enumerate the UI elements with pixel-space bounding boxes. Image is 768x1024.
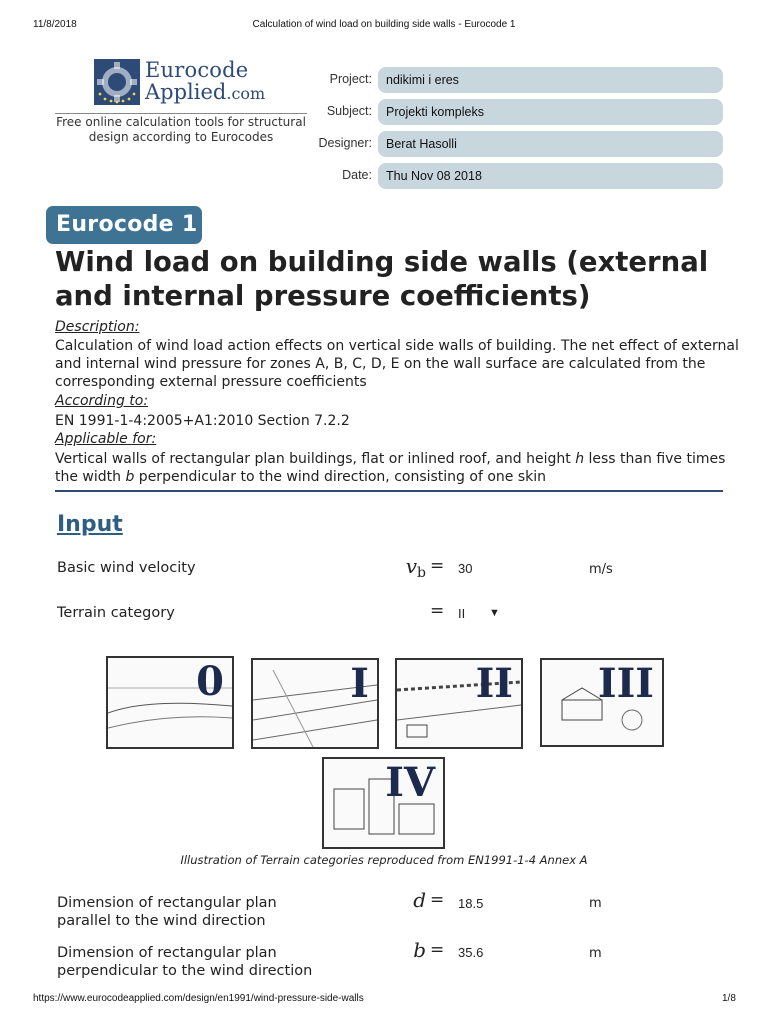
page-number: 1/8 — [722, 993, 736, 1004]
subject-label: Subject: — [326, 104, 372, 118]
description-text: Calculation of wind load action effects on vertical side walls of building. The net effect of external and internal wind pressure for zones A, B, C, D, E on the wall surface are calculated from the corresponding external pressure coefficients — [55, 338, 739, 390]
terrain-caption: Illustration of Terrain categories reproduced from EN1991-1-4 Annex A — [180, 853, 588, 867]
tagline: Free online calculation tools for structural design according to Eurocodes — [56, 115, 306, 144]
print-title: Calculation of wind load on building side walls - Eurocode 1 — [252, 19, 516, 30]
designer-field[interactable]: Berat Hasolli — [378, 131, 723, 157]
basic-wind-velocity-label: Basic wind velocity — [57, 560, 196, 576]
b-symbol: b — [413, 938, 426, 962]
terrain-image-4: IV — [322, 757, 445, 849]
terrain-image-2: II — [395, 658, 523, 749]
input-heading: Input — [57, 512, 123, 537]
basic-wind-velocity-input[interactable]: 30 — [458, 561, 473, 576]
b-equals: = — [430, 940, 445, 960]
d-equals: = — [430, 890, 445, 910]
terrain-equals: = — [430, 601, 445, 621]
terrain-category-label: Terrain category — [57, 605, 175, 621]
page-url: https://www.eurocodeapplied.com/design/en1991/wind-pressure-side-walls — [33, 993, 364, 1004]
logo-icon — [94, 59, 140, 105]
terrain-image-0: 0 — [106, 656, 234, 749]
project-field[interactable]: ndikimi i eres — [378, 67, 723, 93]
vb-equals: = — [430, 556, 445, 576]
logo-text-2: Applied.com — [145, 80, 266, 104]
terrain-image-3: III — [540, 658, 664, 747]
d-symbol: d — [413, 888, 426, 912]
subject-field[interactable]: Projekti kompleks — [378, 99, 723, 125]
logo-divider — [55, 113, 307, 114]
description-heading: Description: — [55, 319, 140, 335]
chevron-down-icon: ▼ — [489, 607, 500, 619]
terrain-category-select[interactable]: II ▼ — [458, 606, 500, 621]
date-label: Date: — [342, 168, 372, 182]
page-title: Wind load on building side walls (external and internal pressure coefficients) — [55, 246, 709, 312]
designer-label: Designer: — [318, 136, 372, 150]
section-divider — [55, 490, 723, 492]
applicable-for-heading: Applicable for: — [55, 431, 157, 447]
date-field[interactable]: Thu Nov 08 2018 — [378, 163, 723, 189]
dimension-d-unit: m — [589, 896, 602, 911]
according-to-heading: According to: — [55, 393, 149, 409]
dimension-b-input[interactable]: 35.6 — [458, 945, 484, 960]
applicable-for-text: Vertical walls of rectangular plan buildings, flat or inlined roof, and height h less than five times the width b perpendicular to the wind direction, consisting of one skin — [55, 451, 726, 485]
terrain-image-1: I — [251, 658, 379, 749]
dimension-d-input[interactable]: 18.5 — [458, 896, 484, 911]
vb-symbol: $v_b$ — [405, 554, 426, 581]
logo-text: Eurocode — [145, 58, 249, 82]
dimension-b-unit: m — [589, 946, 602, 961]
eurocode-badge: Eurocode 1 — [46, 206, 202, 244]
dimension-b-label: Dimension of rectangular plan perpendicular to the wind direction — [57, 945, 313, 979]
print-date: 11/8/2018 — [33, 19, 77, 30]
project-label: Project: — [329, 72, 372, 86]
dimension-d-label: Dimension of rectangular plan parallel to the wind direction — [57, 895, 277, 929]
according-to-text: EN 1991-1-4:2005+A1:2010 Section 7.2.2 — [55, 413, 350, 429]
basic-wind-velocity-unit: m/s — [589, 562, 613, 577]
